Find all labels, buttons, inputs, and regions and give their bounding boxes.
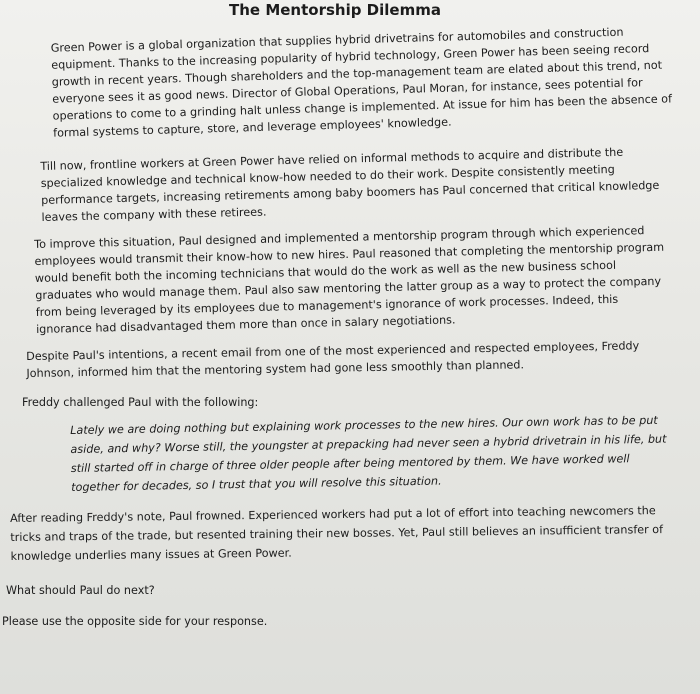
paragraph-mentorship-program: To improve this situation, Paul designed and implemented a mentorship program through which experienced employees would transmit their know-how to new hires. Paul reasoned that completing the mentorship program would benefit both the incoming technicians that would do the work as well as the new business school graduates who would manage them. Paul also saw mentoring the latter group as a way to protect the company from being leveraged by its employees due to management's ignorance of work processes. Indeed, this ignorance had disadvantaged them more than once in salary negotiations. bbox=[34, 224, 665, 336]
paragraph-informal-methods: Till now, frontline workers at Green Power have relied on informal methods to acquire and distribute the specialized knowledge and technical know-how needed to do their work. Despite consistently meeting performance targets, increasing retirements among baby boomers has Paul concerned that critical knowledge leaves the company with these retirees. bbox=[40, 145, 660, 224]
paragraph-challenge-intro: Freddy challenged Paul with the following: bbox=[22, 396, 259, 409]
document-title: The Mentorship Dilemma bbox=[229, 1, 441, 19]
paragraph-freddy-email: Despite Paul's intentions, a recent email from one of the most experienced and respected employees, Freddy Johnson, informed him that the mentoring system had gone less smoothly than planned. bbox=[26, 339, 640, 380]
freddy-quote: Lately we are doing nothing but explaining work processes to the new hires. Our own work has to be put aside, and why? Worse still, the youngster at prepacking had never seen a hybrid drivetrain in his life, but still started off in charge of three older people after being mentored by them. We have worked well together for decades, so I trust that you will resolve this situation. bbox=[70, 413, 667, 494]
instruction: Please use the opposite side for your response. bbox=[2, 615, 268, 628]
question: What should Paul do next? bbox=[6, 584, 155, 597]
paragraph-closing: After reading Freddy's note, Paul frowned. Experienced workers had put a lot of effort into teaching newcomers the tricks and traps of the trade, but resented training their new bosses. Yet, Paul still believes an insufficient transfer of knowledge underlies many issues at Green Power. bbox=[10, 504, 664, 563]
paragraph-intro: Green Power is a global organization that supplies hybrid drivetrains for automobiles and construction equipment. Thanks to the increasing popularity of hybrid technology, Green Power has been seeing record growth in recent years. Though shareholders and the top-management team are elated about this trend, not everyone sees it as good news. Director of Global Operations, Paul Moran, for instance, sees potential for operations to come to a grinding halt unless change is implemented. At issue for him has been the absence of formal systems to capture, store, and leverage employees' knowledge. bbox=[50, 25, 673, 140]
